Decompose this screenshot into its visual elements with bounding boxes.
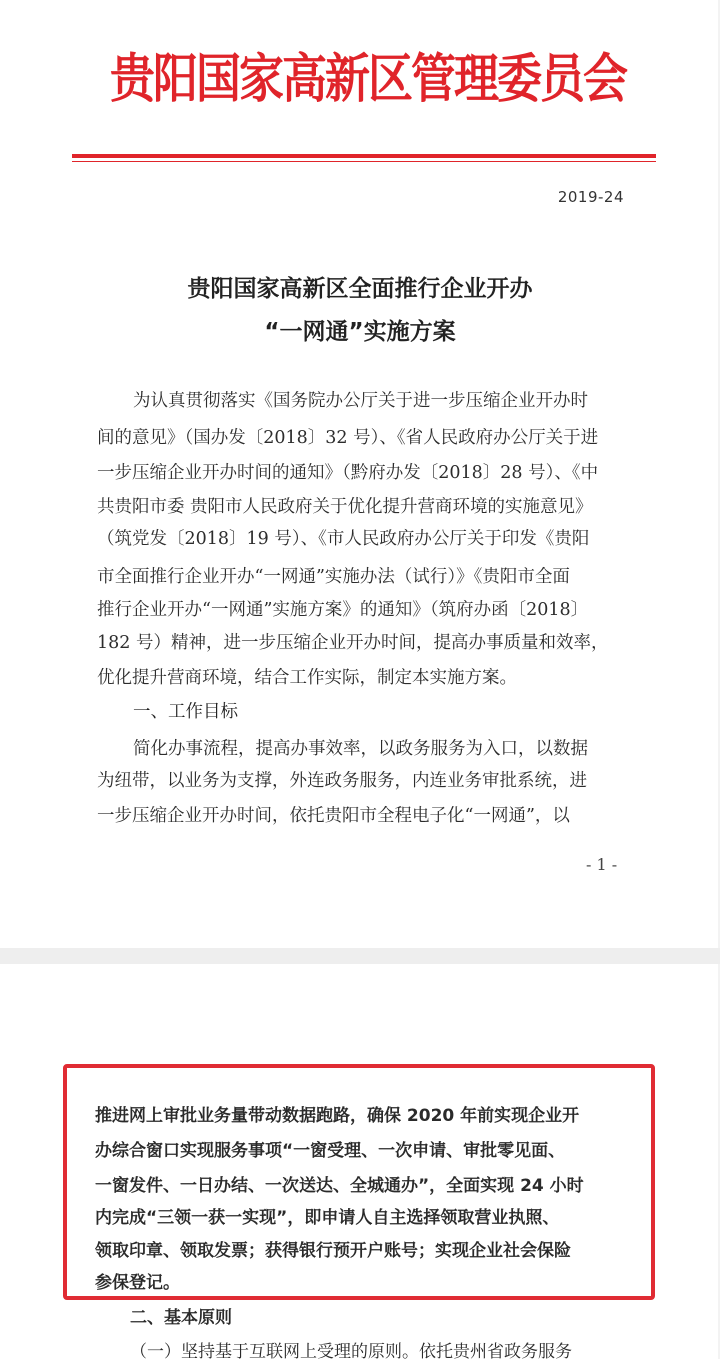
highlighted-line: 参保登记。 [95,1273,180,1293]
highlighted-line: 办综合窗口实现服务事项“一窗受理、一次申请、审批零见面、 [95,1141,566,1161]
highlighted-line: 推进网上审批业务量带动数据跑路，确保 2020 年前实现企业开 [95,1106,580,1126]
paragraph-line: 一步压缩企业开办时间的通知》（黔府办发〔2018〕28 号）、《中 [97,463,599,483]
paragraph-line: 一步压缩企业开办时间，依托贵阳市全程电子化“一网通”，以 [97,806,570,826]
paragraph-line: 市全面推行企业开办“一网通”实施办法（试行）》《贵阳市全面 [97,567,570,587]
subsection-line: （一）坚持基于互联网上受理的原则。依托贵州省政务服务 [130,1342,572,1359]
document-title-line-1: 贵阳国家高新区全面推行企业开办 [187,276,533,302]
paragraph-line: 182 号）精神，进一步压缩企业开办时间，提高办事质量和效率， [97,633,609,653]
paragraph-line: 优化提升营商环境，结合工作实际，制定本实施方案。 [97,668,517,688]
red-separator-line [72,154,656,158]
document-number: 2019-24 [557,188,624,206]
paragraph-line: 为纽带，以业务为支撑，外连政务服务，内连业务审批系统，进 [97,771,587,791]
highlighted-line: 内完成“三领一获一实现”，即申请人自主选择领取营业执照、 [95,1208,560,1228]
paragraph-line: 共贵阳市委 贵阳市人民政府关于优化提升营商环境的实施意见》 [97,497,593,517]
page-separator [0,948,720,964]
paragraph-line: 间的意见》（国办发〔2018〕32 号）、《省人民政府办公厅关于进 [97,428,599,448]
document-page-2 [0,964,718,1359]
paragraph-line: 简化办事流程，提高办事效率，以政务服务为入口，以数据 [133,739,588,759]
section-heading-work-goal: 一、工作目标 [133,702,238,722]
paragraph-line: 为认真贯彻落实《国务院办公厅关于进一步压缩企业开办时 [133,391,588,411]
red-separator-line-thin [72,161,656,162]
paragraph-line: 推行企业开办“一网通”实施方案》的通知》（筑府办函〔2018〕 [97,600,589,620]
section-heading-basic-principles: 二、基本原则 [130,1308,232,1328]
highlighted-line: 一窗发件、一日办结、一次送达、全城通办”，全面实现 24 小时 [95,1176,584,1196]
highlighted-line: 领取印章、领取发票；获得银行预开户账号；实现企业社会保险 [95,1241,571,1261]
document-title-line-2: “一网通”实施方案 [264,319,456,345]
page-number: - 1 - [586,855,618,874]
masthead-title: 贵阳国家高新区管理委员会 [109,48,626,110]
paragraph-line: （筑党发〔2018〕19 号）、《市人民政府办公厅关于印发《贵阳 [97,529,590,549]
